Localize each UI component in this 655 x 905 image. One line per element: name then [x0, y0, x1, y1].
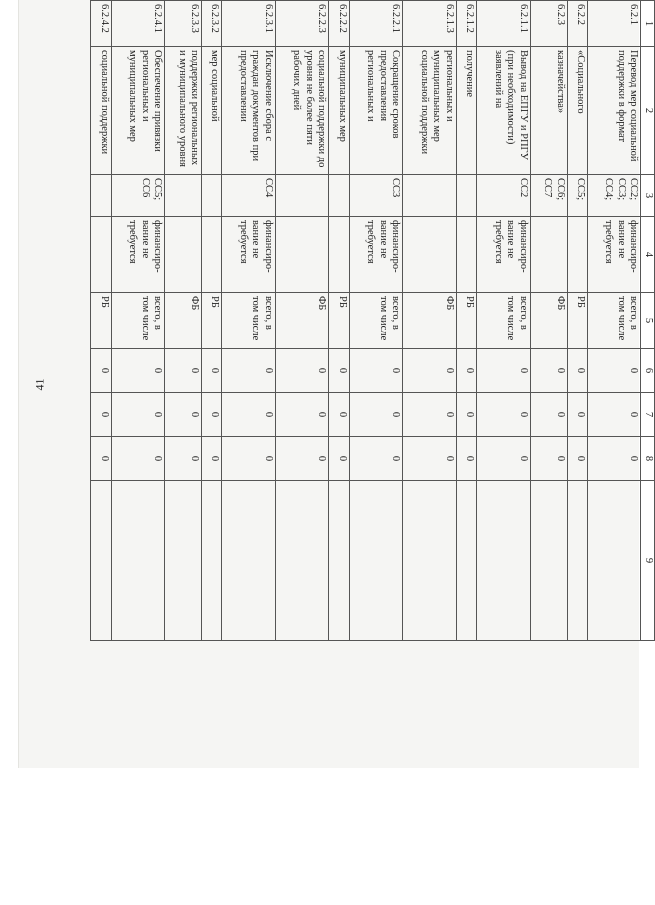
value-col7: 0: [329, 393, 349, 437]
measure-description: региональных и муниципальных мер социальной поддержки: [403, 47, 456, 175]
value-col6: 0: [202, 349, 222, 393]
table-row: [456, 1, 476, 641]
value-col9: [349, 481, 402, 641]
value-col9: [477, 481, 530, 641]
funding-table: [90, 0, 655, 641]
value-col9: [329, 481, 349, 641]
value-col6: 0: [91, 349, 112, 393]
row-number: 6.2.4.1: [111, 1, 164, 47]
measure-description: Обеспечение привязки региональных и муниципальных мер: [111, 47, 164, 175]
value-col7: 0: [530, 393, 567, 437]
funding-source: РБ: [456, 293, 476, 349]
value-col8: 0: [530, 437, 567, 481]
header-cell: 9: [641, 481, 655, 641]
financing-note: финансиро- вание не требуется: [477, 217, 530, 293]
financing-note: [403, 217, 456, 293]
value-col7: 0: [588, 393, 641, 437]
measure-description: социальной поддержки до уровня не более пяти рабочих дней: [275, 47, 328, 175]
indicator-code: [275, 175, 328, 217]
table-row: [567, 1, 587, 641]
value-col6: 0: [111, 349, 164, 393]
indicator-code: СС2; СС3; СС4;: [588, 175, 641, 217]
header-cell: 5: [641, 293, 655, 349]
indicator-code: [202, 175, 222, 217]
measure-description: мер социальной: [202, 47, 222, 175]
value-col9: [111, 481, 164, 641]
row-number: 6.2.2.1: [349, 1, 402, 47]
funding-source: всего, в том числе: [588, 293, 641, 349]
measure-description: Сокращение сроков предоставления региональных и: [349, 47, 402, 175]
value-col9: [567, 481, 587, 641]
value-col6: 0: [530, 349, 567, 393]
value-col7: 0: [165, 393, 202, 437]
measure-description: социальной поддержки: [91, 47, 112, 175]
indicator-code: СС3: [349, 175, 402, 217]
value-col9: [588, 481, 641, 641]
table-row: [349, 1, 402, 641]
table-row: [165, 1, 202, 641]
header-cell: 3: [641, 175, 655, 217]
value-col8: 0: [567, 437, 587, 481]
value-col7: 0: [567, 393, 587, 437]
table-row: [403, 1, 456, 641]
table-row: [222, 1, 275, 641]
indicator-code: СС5;: [567, 175, 587, 217]
financing-note: [530, 217, 567, 293]
value-col8: 0: [329, 437, 349, 481]
indicator-code: СС2: [477, 175, 530, 217]
value-col9: [456, 481, 476, 641]
value-col8: 0: [477, 437, 530, 481]
funding-source: РБ: [202, 293, 222, 349]
value-col9: [165, 481, 202, 641]
value-col8: 0: [165, 437, 202, 481]
measure-description: получение: [456, 47, 476, 175]
header-cell: 4: [641, 217, 655, 293]
value-col7: 0: [456, 393, 476, 437]
value-col7: 0: [222, 393, 275, 437]
funding-source: всего, в том числе: [349, 293, 402, 349]
header-cell: 1: [641, 1, 655, 47]
row-number: 6.2.1.1: [477, 1, 530, 47]
indicator-code: [456, 175, 476, 217]
value-col6: 0: [456, 349, 476, 393]
funding-source: всего, в том числе: [111, 293, 164, 349]
value-col7: 0: [91, 393, 112, 437]
value-col7: 0: [403, 393, 456, 437]
row-number: 6.2.2.3: [275, 1, 328, 47]
indicator-code: СС6; СС7: [530, 175, 567, 217]
row-number: 6.2.3.1: [222, 1, 275, 47]
funding-source: ФБ: [165, 293, 202, 349]
measure-description: Перевод мер социальной поддержки в формат: [588, 47, 641, 175]
table-row: [530, 1, 567, 641]
row-number: 6.2.1.3: [403, 1, 456, 47]
header-cell: 2: [641, 47, 655, 175]
value-col6: 0: [165, 349, 202, 393]
funding-source: РБ: [567, 293, 587, 349]
value-col8: 0: [456, 437, 476, 481]
value-col8: 0: [403, 437, 456, 481]
row-number: 6.2.3.3: [165, 1, 202, 47]
financing-note: [202, 217, 222, 293]
funding-source: всего, в том числе: [477, 293, 530, 349]
rotated-table-container: [90, 0, 655, 640]
financing-note: [456, 217, 476, 293]
funding-source: всего, в том числе: [222, 293, 275, 349]
indicator-code: [165, 175, 202, 217]
value-col8: 0: [91, 437, 112, 481]
indicator-code: [329, 175, 349, 217]
row-number: 6.2.3: [530, 1, 567, 47]
indicator-code: [91, 175, 112, 217]
indicator-code: СС5; СС6: [111, 175, 164, 217]
table-row: [275, 1, 328, 641]
value-col9: [202, 481, 222, 641]
value-col7: 0: [477, 393, 530, 437]
financing-note: [91, 217, 112, 293]
row-number: 6.2.1: [588, 1, 641, 47]
financing-note: [275, 217, 328, 293]
row-number: 6.2.1.2: [456, 1, 476, 47]
header-cell: 6: [641, 349, 655, 393]
funding-source: РБ: [91, 293, 112, 349]
financing-note: [567, 217, 587, 293]
value-col8: 0: [222, 437, 275, 481]
value-col9: [222, 481, 275, 641]
measure-description: муниципальных мер: [329, 47, 349, 175]
indicator-code: СС4: [222, 175, 275, 217]
value-col9: [403, 481, 456, 641]
value-col8: 0: [349, 437, 402, 481]
measure-description: Исключение сбора с граждан документов при предоставлении: [222, 47, 275, 175]
row-number: 6.2.4.2: [91, 1, 112, 47]
value-col6: 0: [567, 349, 587, 393]
table-row: [477, 1, 530, 641]
value-col9: [91, 481, 112, 641]
header-cell: 7: [641, 393, 655, 437]
indicator-code: [403, 175, 456, 217]
value-col7: 0: [202, 393, 222, 437]
value-col6: 0: [329, 349, 349, 393]
value-col7: 0: [275, 393, 328, 437]
table-body: [91, 1, 642, 641]
table-row: [91, 1, 112, 641]
row-number: 6.2.2.2: [329, 1, 349, 47]
value-col6: 0: [403, 349, 456, 393]
value-col6: 0: [222, 349, 275, 393]
funding-source: ФБ: [403, 293, 456, 349]
financing-note: финансиро- вание не требуется: [111, 217, 164, 293]
financing-note: [165, 217, 202, 293]
value-col6: 0: [477, 349, 530, 393]
funding-source: ФБ: [530, 293, 567, 349]
value-col8: 0: [111, 437, 164, 481]
header-cell: 8: [641, 437, 655, 481]
value-col9: [530, 481, 567, 641]
row-number: 6.2.2: [567, 1, 587, 47]
table-row: [202, 1, 222, 641]
measure-description: «Социального: [567, 47, 587, 175]
financing-note: финансиро- вание не требуется: [349, 217, 402, 293]
page-number: 41: [32, 378, 47, 391]
financing-note: [329, 217, 349, 293]
value-col8: 0: [275, 437, 328, 481]
measure-description: Вывод на ЕПГУ и РПГУ (при необходимости) заявлений на: [477, 47, 530, 175]
header-row: [641, 1, 655, 641]
value-col7: 0: [349, 393, 402, 437]
table-row: [329, 1, 349, 641]
measure-description: поддержки региональных и муниципального уровня: [165, 47, 202, 175]
table-row: [588, 1, 641, 641]
value-col8: 0: [202, 437, 222, 481]
value-col6: 0: [588, 349, 641, 393]
financing-note: финансиро- вание не требуется: [222, 217, 275, 293]
value-col8: 0: [588, 437, 641, 481]
funding-source: ФБ: [275, 293, 328, 349]
value-col6: 0: [275, 349, 328, 393]
value-col7: 0: [111, 393, 164, 437]
value-col6: 0: [349, 349, 402, 393]
row-number: 6.2.3.2: [202, 1, 222, 47]
measure-description: казначейства»: [530, 47, 567, 175]
value-col9: [275, 481, 328, 641]
table-row: [111, 1, 164, 641]
financing-note: финансиро- вание не требуется: [588, 217, 641, 293]
funding-source: РБ: [329, 293, 349, 349]
